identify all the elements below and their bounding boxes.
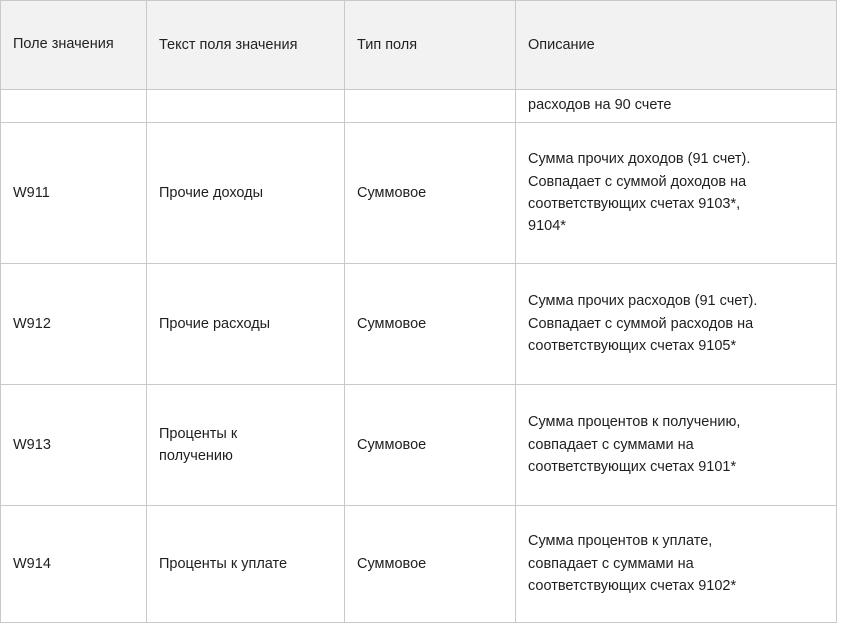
description-line: Сумма процентов к уплате,: [528, 533, 713, 550]
table-row: [1, 123, 837, 264]
cell-value-field-text: Проценты к уплате: [147, 506, 345, 623]
description-line: совпадает с суммами на: [528, 436, 694, 453]
cell-description: [516, 123, 837, 264]
cell-description: [516, 264, 837, 385]
cell-value-field-text: [147, 90, 345, 123]
cell-value-field: W912: [1, 264, 147, 385]
column-header-value-field-text: Текст поля значения: [147, 1, 345, 90]
description-line: соответствующих счетах 9101*: [528, 459, 737, 476]
value-field-text-line: получению: [159, 448, 233, 464]
table-row: [1, 506, 837, 623]
cell-field-type: Суммовое: [345, 385, 516, 506]
description-line: 9104*: [528, 218, 566, 235]
cell-field-type: [345, 90, 516, 123]
cell-value-field-text: Прочие расходы: [147, 264, 345, 385]
description-line: совпадает с суммами на: [528, 555, 694, 572]
value-field-text-line: Проценты к: [159, 425, 238, 442]
table-row: [1, 385, 837, 506]
column-header-field-type: Тип поля: [345, 1, 516, 90]
description-line: Сумма прочих доходов (91 счет).: [528, 151, 751, 168]
description-line: соответствующих счетах 9102*: [528, 578, 737, 595]
cell-value-field-text: Прочие доходы: [147, 123, 345, 264]
table-row: [1, 264, 837, 385]
column-header-value-field: Поле значения: [1, 1, 147, 90]
cell-field-type: Суммовое: [345, 123, 516, 264]
cell-value-field: W911: [1, 123, 147, 264]
cell-value-field-text: [147, 385, 345, 506]
cell-value-field: W913: [1, 385, 147, 506]
description-line: Совпадает с суммой расходов на: [528, 315, 754, 332]
cell-description: [516, 506, 837, 623]
description-line: соответствующих счетах 9105*: [528, 338, 737, 355]
description-line: Сумма прочих расходов (91 счет).: [528, 293, 758, 310]
cell-field-type: Суммовое: [345, 264, 516, 385]
description-line: соответствующих счетах 9103*,: [528, 196, 741, 212]
description-line: Сумма процентов к получению,: [528, 414, 741, 431]
cell-description: расходов на 90 счете: [516, 90, 837, 123]
table-header: [1, 1, 837, 90]
cell-value-field: [1, 90, 147, 123]
column-header-description: Описание: [516, 1, 837, 90]
description-line: Совпадает с суммой доходов на: [528, 173, 747, 190]
table-body: [1, 90, 837, 623]
cell-description: [516, 385, 837, 506]
table-row: [1, 90, 837, 123]
cell-field-type: Суммовое: [345, 506, 516, 623]
table-header-row: [1, 1, 837, 90]
cell-value-field: W914: [1, 506, 147, 623]
